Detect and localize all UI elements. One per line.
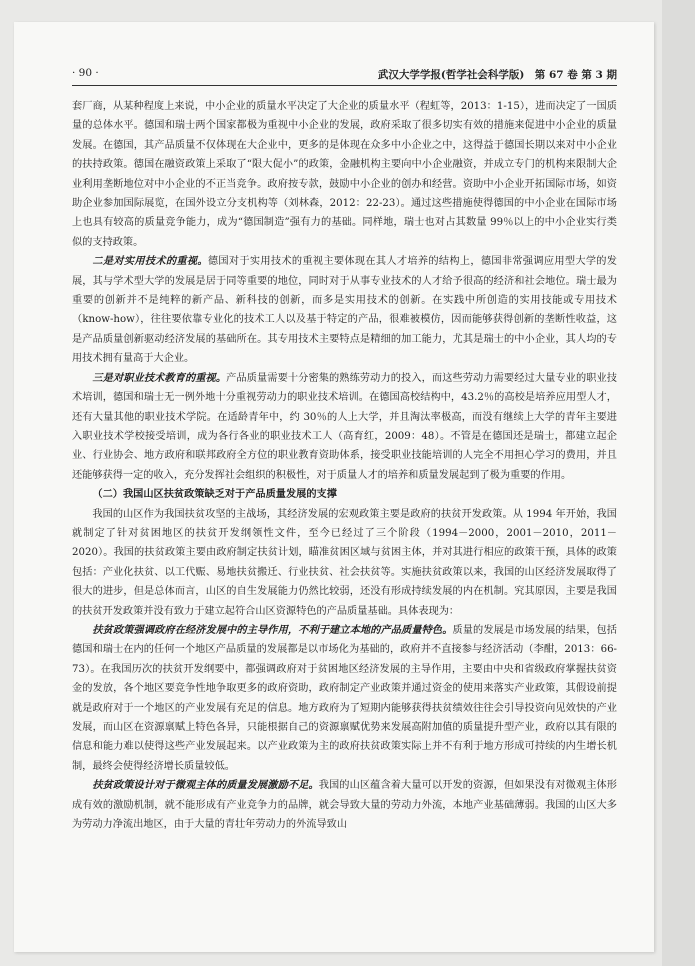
paragraph-lead: 二是对实用技术的重视。 bbox=[92, 255, 208, 268]
paragraph-text: 我国的山区蕴含着大量可以开发的资源，但如果没有对微观主体形成有效的激励机制，就不能形成有产业竞争力的品牌，就会导致大量的劳动力外流，本地产业基础薄弱。我国的山区大多为劳动力净流出地区，由于大量的青壮年劳动力的外流导致山 bbox=[72, 780, 617, 831]
paragraph-text: 产品质量需要十分密集的熟练劳动力的投入，而这些劳动力需要经过大量专业的职业技术培训，德国和瑞士无一例外地十分重视劳动力的职业技术培训。在德国高校结构中，43.2％的高校是培养应用型人才，还有大量其他的职业技术学院。在适龄青年中，约 30％的人上大学，并且淘汰率极高，而没有继续上大学的青年主要进入职业技术学校接受培训，成为各行各业的职业技术工人（高育红，2009：48）。不管是在德国还是瑞士，都建立起企业、行业协会、地方政府和联邦政府全方位的职业教育资助体系，接受职业技能培训的人完全不用担心学习的费用，并且还能够获得一定的收入，充分发挥社会组织的积极性，对于质量人才的培养和质量发展起到了极为重要的作用。 bbox=[72, 372, 617, 481]
article-body bbox=[72, 97, 617, 834]
paragraph-text: 德国对于实用技术的重视主要体现在其人才培养的结构上，德国非常强调应用型大学的发展，其与学术型大学的发展是居于同等重要的地位，同时对于从事专业技术的人才给予很高的经济和社会地位。瑞士最为重要的创新并不是纯粹的新产品、新科技的创新，而多是实用技术的创新。在实践中所创造的实用技能或专用技术（know-how），往往要依靠专业化的技术工人以及基于特定的产品，很难被模仿，因而能够获得创新的垄断性收益，这是产品质量创新驱动经济发展的基础所在。其专用技术主要特点是精细的加工能力，尤其是瑞士的中小企业，其人均的专用技术拥有量高于大企业。 bbox=[72, 256, 617, 365]
journal-title: 武汉大学学报(哲学社会科学版) 第 67 卷 第 3 期 bbox=[377, 69, 617, 81]
paragraph bbox=[72, 776, 617, 834]
paragraph-text: 质量的发展是市场发展的结果，包括德国和瑞士在内的任何一个地区产品质量的发展都是以市场化为基础的，政府并不直接参与经济活动（李酣，2013：66-73）。在我国历次的扶贫开发纲要中，都强调政府对于贫困地区经济发展的主导作用，主要由中央和省级政府掌握扶贫资金的发放，各个地区要竞争性地争取更多的政府资助，政府制定产业政策并通过资金的使用来落实产业政策，其假设前提就是政府对于一个地区的产业发展有充足的信息。地方政府为了短期内能够获得扶贫绩效往往会引导投资向见效快的产业发展，而山区在资源禀赋上特色各异，只能根据自己的资源禀赋优势来发展高附加值的质量提升型产业，政府以其有限的信息和能力难以使得这些产业发展起来。以产业政策为主的政府扶贫政策实际上并不有利于地方形成可持续的内生增长机制，最终会使得经济增长质量较低。 bbox=[72, 624, 617, 772]
paragraph-text: 套厂商，从某种程度上来说，中小企业的质量水平决定了大企业的质量水平（程虹等，2013：1-15），进而决定了一国质量的总体水平。德国和瑞士两个国家都极为重视中小企业的发展，政府采取了很多切实有效的措施来促进中小企业的质量发展。在德国，其产品质量不仅体现在大企业中，更多的是体现在众多中小企业之中，这得益于德国长期以来对中小企业的扶持政策。德国在融资政策上采取了“限大促小”的政策，金融机构主要向中小企业融资，并成立专门的机构来限制大企业利用垄断地位对中小企业的不正当竞争。政府按专款，鼓励中小企业的创办和经营。资助中小企业开拓国际市场，如资助企业参加国际展览，在国外设立分支机构等（刘林森，2012：22-23）。通过这些措施使得德国的中小企业在国际市场上也具有较高的质量竞争能力，成为“德国制造”强有力的基础。同样地，瑞士也对占其数量 99％以上的中小企业实行类似的支持政策。 bbox=[72, 101, 617, 248]
section-heading bbox=[72, 485, 617, 504]
page-number: · 90 · bbox=[72, 67, 99, 79]
paragraph bbox=[72, 252, 617, 368]
running-header bbox=[72, 63, 617, 86]
paragraph bbox=[72, 369, 617, 485]
page-edge bbox=[662, 0, 695, 966]
paragraph bbox=[72, 621, 617, 776]
paragraph-lead: 三是对职业技术教育的重视。 bbox=[92, 371, 227, 384]
paragraph bbox=[72, 505, 617, 621]
paragraph bbox=[72, 97, 617, 252]
paragraph-lead: 扶贫政策设计对于微观主体的质量发展激励不足。 bbox=[92, 779, 319, 792]
section-heading-text: （二）我国山区扶贫政策缺乏对于产品质量发展的支撑 bbox=[92, 488, 337, 501]
paragraph-lead: 扶贫政策强调政府在经济发展中的主导作用，不利于建立本地的产品质量特色。 bbox=[92, 623, 453, 636]
paragraph-text: 我国的山区作为我国扶贫攻坚的主战场，其经济发展的宏观政策主要是政府的扶贫开发政策。从 1994 年开始，我国就制定了针对贫困地区的扶贫开发纲领性文件，至今已经过了三个阶段（1994－2000，2001－2010，2011－2020）。我国的扶贫政策主要由政府制定扶贫计划，瞄准贫困区域与贫困主体，并对其进行相应的政策干预，具体的政策包括：产业化扶贫、以工代赈、易地扶贫搬迁、行业扶贫、社会扶贫等。实施扶贫政策以来，我国的山区经济发展取得了很大的进步，但是总体而言，山区的自生发展能力仍然比较弱，还没有形成持续发展的内在机制。究其原因，主要是我国的扶贫开发政策并没有致力于建立起符合山区资源特色的产品质量基础。具体表现为： bbox=[72, 508, 617, 617]
